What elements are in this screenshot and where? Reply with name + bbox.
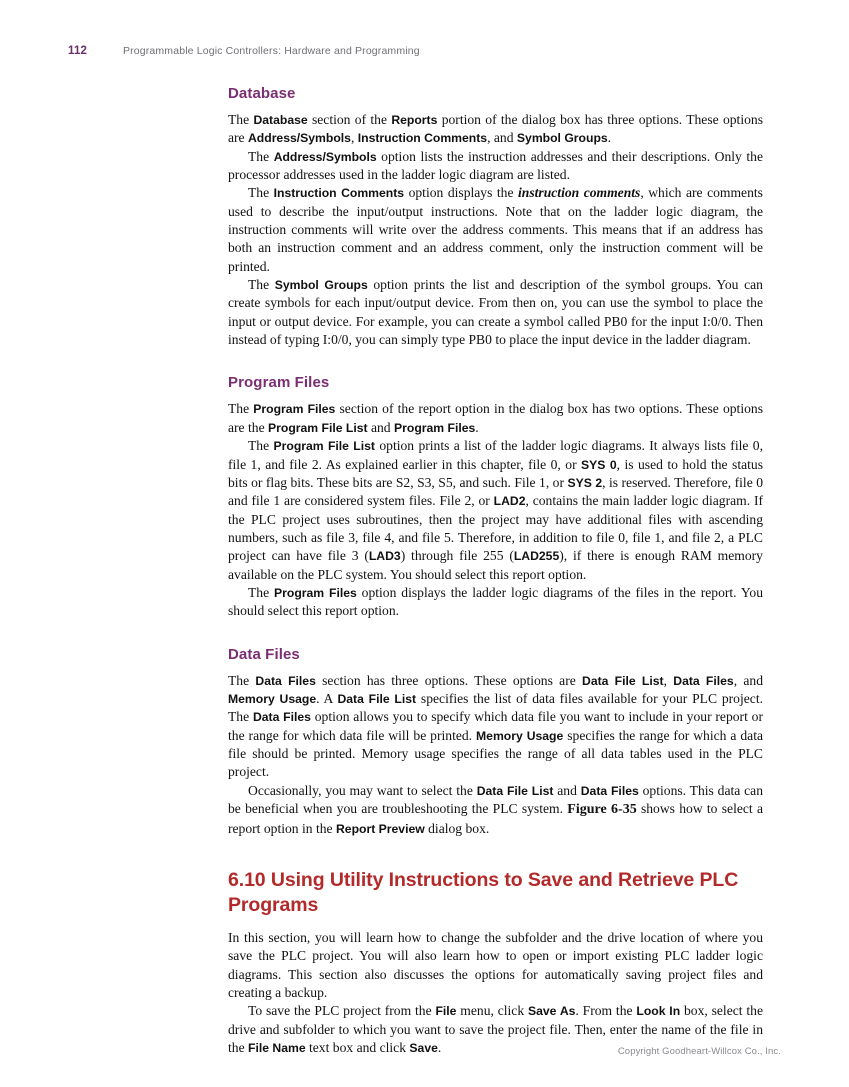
section-heading: Data Files bbox=[228, 645, 300, 663]
page-header bbox=[68, 45, 780, 57]
bold-term: LAD2 bbox=[493, 494, 526, 509]
bold-term: Data File List bbox=[476, 783, 554, 798]
running-head: Programmable Logic Controllers: Hardware and Programming bbox=[123, 45, 420, 57]
bold-term: Memory Usage bbox=[228, 691, 317, 706]
bold-term: Symbol Groups bbox=[274, 278, 368, 293]
bold-term: Symbol Groups bbox=[516, 131, 608, 146]
footer-copyright: Copyright Goodheart-Willcox Co., Inc. bbox=[617, 1046, 781, 1057]
bold-term: SYS 2 bbox=[567, 475, 603, 490]
sections-container bbox=[228, 85, 763, 838]
bold-term: Instruction Comments bbox=[273, 186, 405, 201]
bold-term: Instruction Comments bbox=[357, 131, 488, 146]
section-heading: Database bbox=[228, 85, 296, 102]
bold-term: Program Files bbox=[253, 402, 336, 417]
bold-term: Program File List bbox=[268, 420, 368, 435]
bold-term: LAD255 bbox=[513, 549, 560, 564]
body-paragraph: To save the PLC project from the File menu, click Save As. From the Look In box, select the drive and subfolder to which you want to save the project file. Then, enter the name of the file in the File Name text box and click Save. bbox=[228, 1003, 763, 1056]
body-paragraph: The Instruction Comments option displays the instruction comments, which are comments used to describe the input/output instructions. Note that on the ladder logic diagram, the instruction comments will write over the address comments. This means that if an address has both an instruction comment and an address comment, only the instruction comment will be printed. bbox=[228, 185, 763, 274]
section-heading: Program Files bbox=[228, 374, 330, 392]
body-paragraph: The Program Files option displays the ladder logic diagrams of the files in the report. You should select this report option. bbox=[228, 584, 763, 619]
bold-term: Address/Symbols bbox=[273, 149, 377, 164]
figure-reference: Figure 6-35 bbox=[567, 802, 637, 817]
body-paragraph: The Address/Symbols option lists the instruction addresses and their descriptions. Only the processor addresses used in the ladder logic diagram are listed. bbox=[228, 148, 763, 183]
bold-term: Report Preview bbox=[335, 821, 425, 836]
body-paragraph: The Data Files section has three options. These options are Data File List, Data Files, and Memory Usage. A Data File List specifies the list of data files available for your PLC project. The Data Files option allows you to specify which data file you want to include in your report or the range for which data file will be printed. Memory Usage specifies the range for which a data file should be printed. Memory usage specifies the range of all data tables used in the PLC project. bbox=[228, 672, 764, 780]
bold-term: Save bbox=[409, 1041, 438, 1056]
chapter-section-container bbox=[228, 868, 763, 1057]
bold-term: Data Files bbox=[580, 783, 639, 798]
bold-term: File Name bbox=[248, 1041, 306, 1056]
page-content bbox=[228, 85, 763, 1057]
body-paragraph: The Program File List option prints a list of the ladder logic diagrams. It always lists file 0, file 1, and file 2. As explained earlier in this chapter, file 0, or SYS 0, is used to hold the status bits or flag bits. These bits are S2, S3, S5, and such. File 1, or SYS 2, is reserved. Therefore, file 0 and file 1 are considered system files. File 2, or LAD2, contains the main ladder logic diagram. If the PLC project uses subroutines, then the project may have additional files with ascending numbers, such as file 3, file 4, and file 5. Therefore, in addition to file 0, file 1, and file 2, a PLC project can have file 3 (LAD3) through file 255 (LAD255), if there is enough RAM memory available on the PLC system. You should select this report option. bbox=[228, 438, 764, 582]
bold-term: Program Files bbox=[394, 420, 476, 435]
bold-term: File bbox=[435, 1004, 457, 1019]
bold-term: Address/Symbols bbox=[248, 131, 351, 146]
body-paragraph: In this section, you will learn how to change the subfolder and the drive location of where you save the PLC project. You will also learn how to open or import existing PLC ladder logic diagrams. This section also discusses the options for automatically saving project files and creating a backup. bbox=[228, 929, 763, 1001]
bold-term: Data Files bbox=[255, 673, 316, 688]
bold-term: Data File List bbox=[582, 673, 664, 688]
bold-term: LAD3 bbox=[368, 549, 401, 564]
bold-term: Data Files bbox=[252, 710, 311, 725]
bold-term: Database bbox=[253, 113, 308, 127]
bold-term: Program File List bbox=[273, 439, 375, 454]
bold-term: Data Files bbox=[673, 673, 734, 688]
body-paragraph: Occasionally, you may want to select the Data File List and Data Files options. This data can be beneficial when you are troubleshooting the PLC system. Figure 6-35 shows how to select a report option in the Report Preview dialog box. bbox=[228, 782, 763, 836]
bold-term: Program Files bbox=[274, 585, 357, 600]
body-paragraph: The Program Files section of the report option in the dialog box has two options. These options are the Program File List and Program Files. bbox=[228, 401, 763, 435]
bold-term: Data File List bbox=[337, 691, 417, 706]
chapter-section-heading: 6.10 Using Utility Instructions to Save and Retrieve PLC Programs bbox=[228, 869, 739, 916]
emphasis-term: instruction comments bbox=[518, 185, 641, 201]
bold-term: Memory Usage bbox=[476, 728, 564, 743]
body-paragraph: The Database section of the Reports portion of the dialog box has three options. These options are Address/Symbols, Instruction Comments, and Symbol Groups. bbox=[228, 112, 763, 146]
bold-term: Look In bbox=[636, 1004, 681, 1019]
page-number: 112 bbox=[68, 45, 88, 57]
bold-term: Save As bbox=[527, 1004, 576, 1019]
bold-term: Reports bbox=[391, 113, 438, 127]
body-paragraph: The Symbol Groups option prints the list and description of the symbol groups. You can create symbols for each input/output device. From then on, you can use the symbol to place the input or output device. For example, you can create a symbol called PB0 for the input I:0/0. Then instead of typing I:0/0, you can simply type PB0 to place the input device in the ladder diagram. bbox=[228, 277, 763, 348]
bold-term: SYS 0 bbox=[581, 457, 617, 472]
